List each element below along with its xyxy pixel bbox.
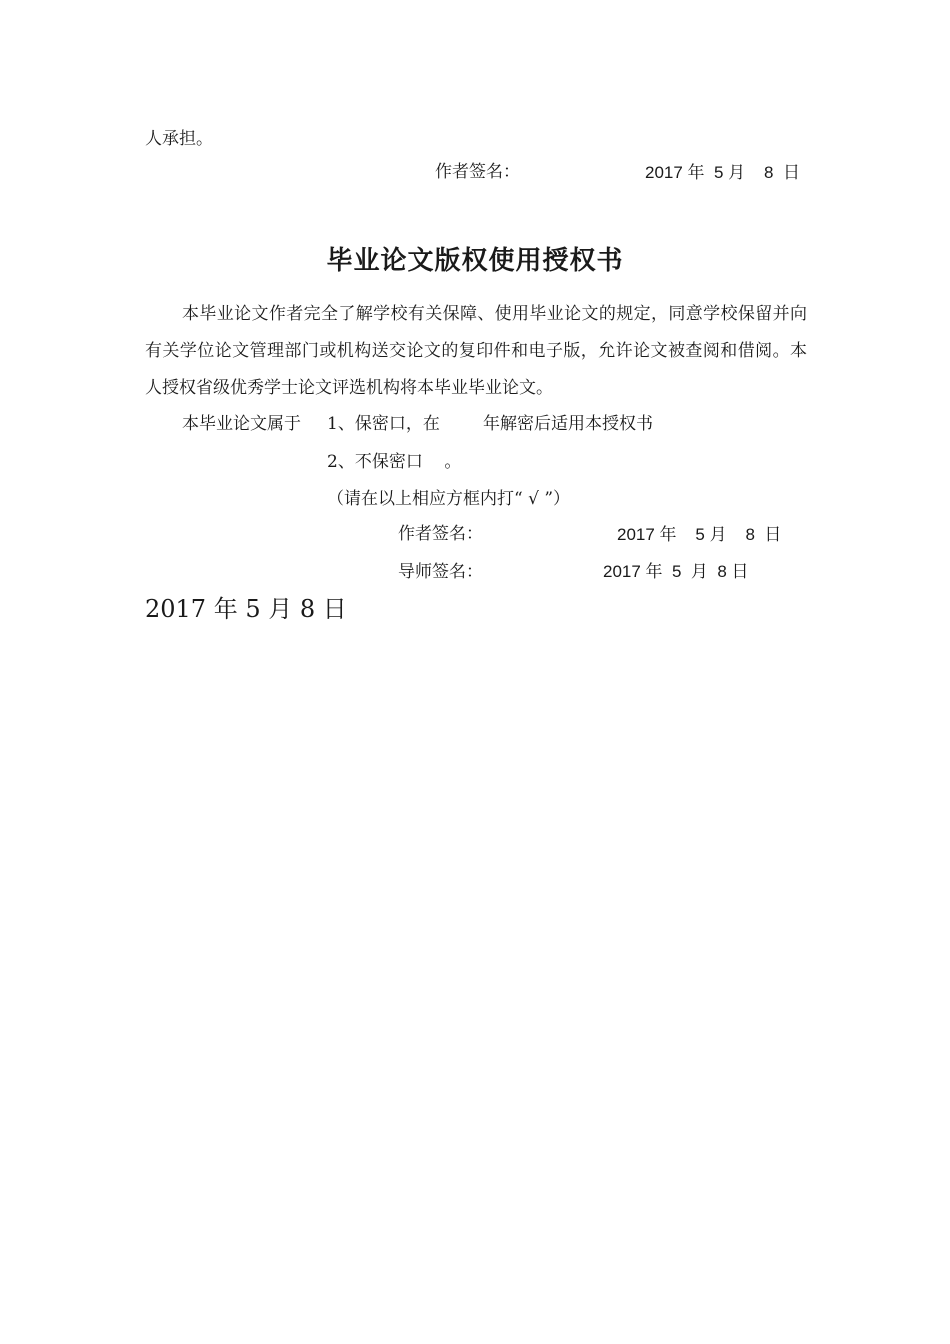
author-signature-label-2: 作者签名： [398,524,483,544]
authorization-paragraph: 本毕业论文作者完全了解学校有关保障、使用毕业论文的规定，同意学校保留并向有关学位论文管理部门或机构送交论文的复印件和电子版，允许论文被查阅和借阅。本人授权省级优秀学士论文评选机构将本毕业毕业论文。 [145,304,807,398]
checkbox-instruction: （请在以上相应方框内打“ √ ”） [327,489,571,509]
classification-lead: 本毕业论文属于 [182,414,301,434]
advisor-signature-date: 2017 年 5 月 8 日 [603,562,749,581]
author-signature-date-2: 2017 年 5 月 8 日 [617,525,782,544]
classification-option-secret: 1、保密口，在 年解密后适用本授权书 [327,414,654,434]
footer-date: 2017 年 5 月 8 日 [145,595,347,623]
classification-option-public: 2、不保密口 。 [327,452,462,472]
author-signature-date: 2017 年 5 月 8 日 [645,163,800,182]
continuation-text: 人承担。 [145,129,213,149]
advisor-signature-label: 导师签名： [398,562,483,582]
page-title: 毕业论文版权使用授权书 [326,246,624,276]
author-signature-label: 作者签名： [435,162,520,182]
